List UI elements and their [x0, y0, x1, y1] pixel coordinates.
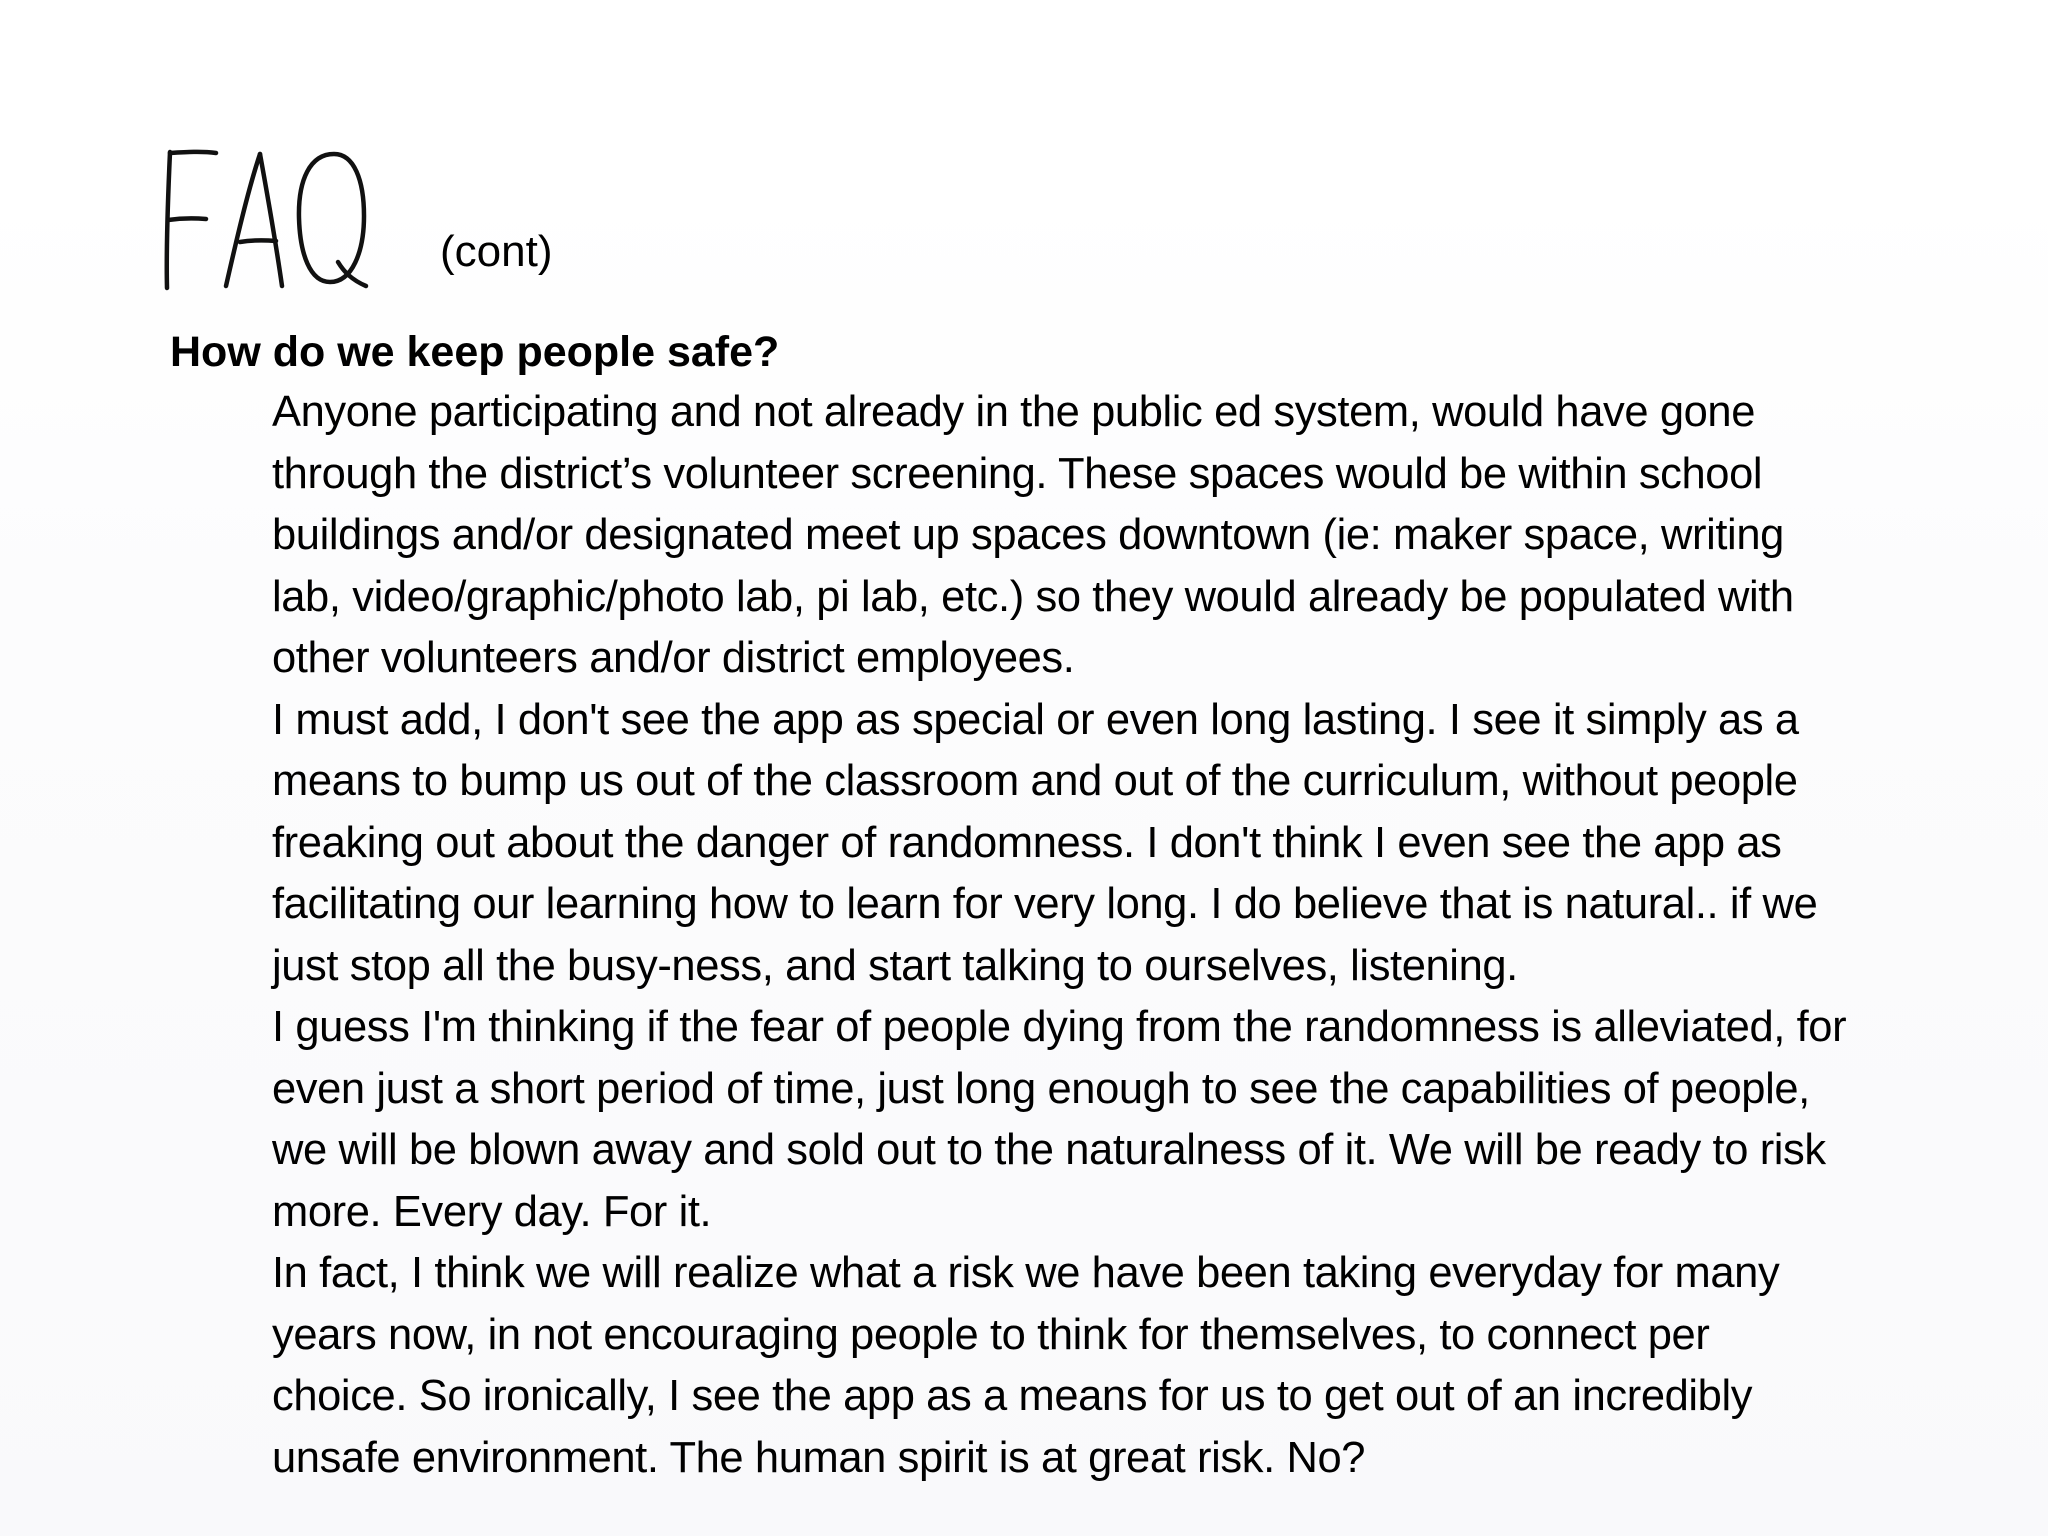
answer-line: I guess I'm thinking if the fear of people dying from the randomness is alleviated, for — [272, 1003, 1847, 1051]
answer-line: lab, video/graphic/photo lab, pi lab, etc.) so they would already be populated with — [272, 572, 1794, 621]
answer-line: facilitating our learning how to learn for very long. I do believe that is natural.. if we — [272, 880, 1818, 928]
answer-line: choice. So ironically, I see the app as a means for us to get out of an incredibly — [272, 1372, 1753, 1420]
answer-line: other volunteers and/or district employees. — [272, 634, 1075, 682]
title-suffix: (cont) — [440, 227, 553, 276]
faq-handwritten-title — [158, 146, 378, 294]
answer-line: Anyone participating and not already in the public ed system, would have gone — [272, 388, 1756, 436]
answer-line: even just a short period of time, just long enough to see the capabilities of people, — [272, 1064, 1810, 1113]
answer-line: freaking out about the danger of randomness. I don't think I even see the app as — [272, 818, 1782, 867]
answer-line: In fact, I think we will realize what a risk we have been taking everyday for many — [272, 1249, 1780, 1297]
answer-line: unsafe environment. The human spirit is at great risk. No? — [272, 1433, 1366, 1482]
answer-line: means to bump us out of the classroom and out of the curriculum, without people — [272, 757, 1798, 805]
answer-line: just stop all the busy-ness, and start talking to ourselves, listening. — [272, 941, 1518, 990]
faq-question: How do we keep people safe? — [170, 328, 780, 376]
answer-line: more. Every day. For it. — [272, 1187, 712, 1236]
answer-line: we will be blown away and sold out to the naturalness of it. We will be ready to risk — [272, 1126, 1826, 1174]
answer-line: buildings and/or designated meet up spaces downtown (ie: maker space, writing — [272, 511, 1784, 559]
answer-line: I must add, I don't see the app as special or even long lasting. I see it simply as a — [272, 695, 1799, 744]
answer-line: years now, in not encouraging people to think for themselves, to connect per — [272, 1310, 1710, 1359]
answer-line: through the district’s volunteer screening. These spaces would be within school — [272, 449, 1763, 498]
faq-answer — [272, 382, 2024, 1489]
